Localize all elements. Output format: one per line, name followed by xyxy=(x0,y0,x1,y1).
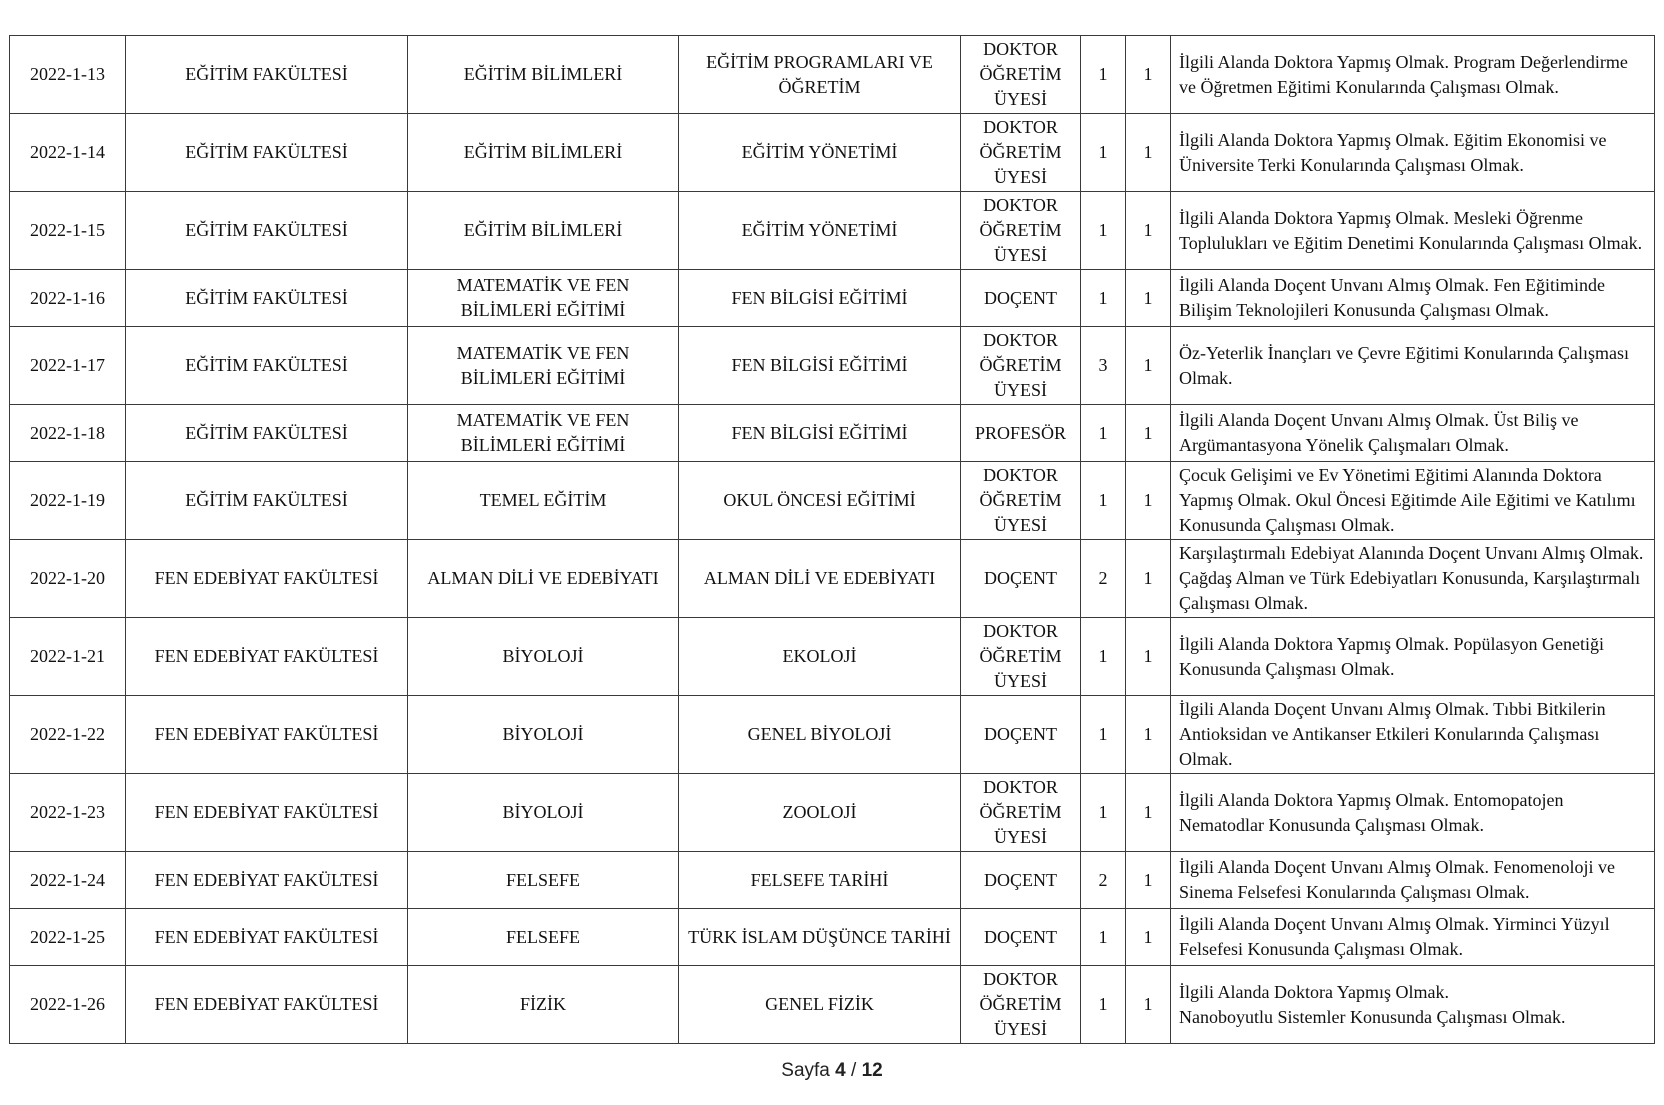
position-code-cell: 2022-1-20 xyxy=(10,540,126,618)
faculty-cell: EĞİTİM FAKÜLTESİ xyxy=(126,270,408,327)
requirement-cell: İlgili Alanda Doktora Yapmış Olmak. Mesleki Öğrenme Toplulukları ve Eğitim Denetimi Konularında Çalışması Olmak. xyxy=(1171,192,1655,270)
requirement-cell: İlgili Alanda Doçent Unvanı Almış Olmak. Fen Eğitiminde Bilişim Teknolojileri Konusunda Çalışması Olmak. xyxy=(1171,270,1655,327)
count-cell: 1 xyxy=(1126,774,1171,852)
positions-table-body xyxy=(10,36,1655,1044)
degree-cell: 1 xyxy=(1081,114,1126,192)
requirement-cell: İlgili Alanda Doktora Yapmış Olmak. Entomopatojen Nematodlar Konusunda Çalışması Olmak. xyxy=(1171,774,1655,852)
requirement-cell: Karşılaştırmalı Edebiyat Alanında Doçent Unvanı Almış Olmak. Çağdaş Alman ve Türk Edebiyatları Konusunda, Karşılaştırmalı Çalışması Olmak. xyxy=(1171,540,1655,618)
division-cell: TÜRK İSLAM DÜŞÜNCE TARİHİ xyxy=(679,909,961,966)
faculty-cell: FEN EDEBİYAT FAKÜLTESİ xyxy=(126,909,408,966)
department-cell: BİYOLOJİ xyxy=(408,696,679,774)
position-code-cell: 2022-1-13 xyxy=(10,36,126,114)
title-cell: DOKTOR ÖĞRETİM ÜYESİ xyxy=(961,462,1081,540)
table-row xyxy=(10,405,1655,462)
department-cell: EĞİTİM BİLİMLERİ xyxy=(408,114,679,192)
division-cell: GENEL FİZİK xyxy=(679,966,961,1044)
division-cell: FEN BİLGİSİ EĞİTİMİ xyxy=(679,270,961,327)
department-cell: BİYOLOJİ xyxy=(408,774,679,852)
department-cell: MATEMATİK VE FEN BİLİMLERİ EĞİTİMİ xyxy=(408,405,679,462)
division-cell: ZOOLOJİ xyxy=(679,774,961,852)
title-cell: DOÇENT xyxy=(961,852,1081,909)
faculty-cell: FEN EDEBİYAT FAKÜLTESİ xyxy=(126,852,408,909)
degree-cell: 1 xyxy=(1081,36,1126,114)
degree-cell: 1 xyxy=(1081,696,1126,774)
table-row xyxy=(10,270,1655,327)
page-total: 12 xyxy=(861,1060,883,1081)
position-code-cell: 2022-1-19 xyxy=(10,462,126,540)
requirement-cell: Öz-Yeterlik İnançları ve Çevre Eğitimi Konularında Çalışması Olmak. xyxy=(1171,327,1655,405)
table-row xyxy=(10,540,1655,618)
degree-cell: 1 xyxy=(1081,774,1126,852)
faculty-cell: FEN EDEBİYAT FAKÜLTESİ xyxy=(126,774,408,852)
department-cell: EĞİTİM BİLİMLERİ xyxy=(408,192,679,270)
position-code-cell: 2022-1-24 xyxy=(10,852,126,909)
title-cell: DOKTOR ÖĞRETİM ÜYESİ xyxy=(961,114,1081,192)
faculty-cell: FEN EDEBİYAT FAKÜLTESİ xyxy=(126,618,408,696)
title-cell: DOKTOR ÖĞRETİM ÜYESİ xyxy=(961,36,1081,114)
degree-cell: 2 xyxy=(1081,540,1126,618)
division-cell: EĞİTİM YÖNETİMİ xyxy=(679,192,961,270)
requirement-cell: İlgili Alanda Doçent Unvanı Almış Olmak. Fenomenoloji ve Sinema Felsefesi Konularında Çalışması Olmak. xyxy=(1171,852,1655,909)
degree-cell: 3 xyxy=(1081,327,1126,405)
department-cell: EĞİTİM BİLİMLERİ xyxy=(408,36,679,114)
department-cell: MATEMATİK VE FEN BİLİMLERİ EĞİTİMİ xyxy=(408,327,679,405)
faculty-cell: EĞİTİM FAKÜLTESİ xyxy=(126,114,408,192)
title-cell: DOKTOR ÖĞRETİM ÜYESİ xyxy=(961,774,1081,852)
requirement-cell: İlgili Alanda Doçent Unvanı Almış Olmak. Üst Biliş ve Argümantasyona Yönelik Çalışmaları Olmak. xyxy=(1171,405,1655,462)
faculty-cell: EĞİTİM FAKÜLTESİ xyxy=(126,36,408,114)
title-cell: DOÇENT xyxy=(961,909,1081,966)
degree-cell: 1 xyxy=(1081,909,1126,966)
degree-cell: 1 xyxy=(1081,270,1126,327)
faculty-cell: FEN EDEBİYAT FAKÜLTESİ xyxy=(126,966,408,1044)
requirement-cell: İlgili Alanda Doçent Unvanı Almış Olmak. Yirminci Yüzyıl Felsefesi Konusunda Çalışması Olmak. xyxy=(1171,909,1655,966)
title-cell: DOÇENT xyxy=(961,696,1081,774)
degree-cell: 2 xyxy=(1081,852,1126,909)
page-footer xyxy=(0,1060,1664,1082)
division-cell: FELSEFE TARİHİ xyxy=(679,852,961,909)
table-row xyxy=(10,114,1655,192)
faculty-cell: FEN EDEBİYAT FAKÜLTESİ xyxy=(126,696,408,774)
division-cell: EĞİTİM PROGRAMLARI VE ÖĞRETİM xyxy=(679,36,961,114)
division-cell: EKOLOJİ xyxy=(679,618,961,696)
count-cell: 1 xyxy=(1126,966,1171,1044)
department-cell: FİZİK xyxy=(408,966,679,1044)
title-cell: DOKTOR ÖĞRETİM ÜYESİ xyxy=(961,618,1081,696)
degree-cell: 1 xyxy=(1081,966,1126,1044)
department-cell: FELSEFE xyxy=(408,852,679,909)
division-cell: EĞİTİM YÖNETİMİ xyxy=(679,114,961,192)
position-code-cell: 2022-1-14 xyxy=(10,114,126,192)
count-cell: 1 xyxy=(1126,696,1171,774)
table-row xyxy=(10,774,1655,852)
count-cell: 1 xyxy=(1126,36,1171,114)
department-cell: TEMEL EĞİTİM xyxy=(408,462,679,540)
division-cell: GENEL BİYOLOJİ xyxy=(679,696,961,774)
count-cell: 1 xyxy=(1126,909,1171,966)
positions-table xyxy=(9,35,1655,1044)
position-code-cell: 2022-1-18 xyxy=(10,405,126,462)
title-cell: DOKTOR ÖĞRETİM ÜYESİ xyxy=(961,327,1081,405)
division-cell: OKUL ÖNCESİ EĞİTİMİ xyxy=(679,462,961,540)
requirement-cell: İlgili Alanda Doktora Yapmış Olmak. Nanoboyutlu Sistemler Konusunda Çalışması Olmak. xyxy=(1171,966,1655,1044)
department-cell: BİYOLOJİ xyxy=(408,618,679,696)
requirement-cell: İlgili Alanda Doktora Yapmış Olmak. Eğitim Ekonomisi ve Üniversite Terki Konularında Çalışması Olmak. xyxy=(1171,114,1655,192)
count-cell: 1 xyxy=(1126,327,1171,405)
requirement-cell: İlgili Alanda Doktora Yapmış Olmak. Program Değerlendirme ve Öğretmen Eğitimi Konularında Çalışması Olmak. xyxy=(1171,36,1655,114)
faculty-cell: EĞİTİM FAKÜLTESİ xyxy=(126,462,408,540)
faculty-cell: FEN EDEBİYAT FAKÜLTESİ xyxy=(126,540,408,618)
title-cell: DOKTOR ÖĞRETİM ÜYESİ xyxy=(961,966,1081,1044)
table-row xyxy=(10,192,1655,270)
position-code-cell: 2022-1-21 xyxy=(10,618,126,696)
count-cell: 1 xyxy=(1126,405,1171,462)
division-cell: ALMAN DİLİ VE EDEBİYATI xyxy=(679,540,961,618)
count-cell: 1 xyxy=(1126,114,1171,192)
count-cell: 1 xyxy=(1126,192,1171,270)
degree-cell: 1 xyxy=(1081,618,1126,696)
table-row xyxy=(10,852,1655,909)
table-row xyxy=(10,462,1655,540)
division-cell: FEN BİLGİSİ EĞİTİMİ xyxy=(679,405,961,462)
title-cell: PROFESÖR xyxy=(961,405,1081,462)
position-code-cell: 2022-1-23 xyxy=(10,774,126,852)
faculty-cell: EĞİTİM FAKÜLTESİ xyxy=(126,405,408,462)
department-cell: MATEMATİK VE FEN BİLİMLERİ EĞİTİMİ xyxy=(408,270,679,327)
degree-cell: 1 xyxy=(1081,192,1126,270)
requirement-cell: Çocuk Gelişimi ve Ev Yönetimi Eğitimi Alanında Doktora Yapmış Olmak. Okul Öncesi Eğitimde Aile Eğitimi ve Katılımı Konusunda Çalışması Olmak. xyxy=(1171,462,1655,540)
table-row xyxy=(10,327,1655,405)
table-row xyxy=(10,618,1655,696)
requirement-cell: İlgili Alanda Doktora Yapmış Olmak. Popülasyon Genetiği Konusunda Çalışması Olmak. xyxy=(1171,618,1655,696)
degree-cell: 1 xyxy=(1081,462,1126,540)
count-cell: 1 xyxy=(1126,462,1171,540)
position-code-cell: 2022-1-25 xyxy=(10,909,126,966)
count-cell: 1 xyxy=(1126,618,1171,696)
count-cell: 1 xyxy=(1126,270,1171,327)
position-code-cell: 2022-1-17 xyxy=(10,327,126,405)
department-cell: FELSEFE xyxy=(408,909,679,966)
requirement-cell: İlgili Alanda Doçent Unvanı Almış Olmak. Tıbbi Bitkilerin Antioksidan ve Antikanser Etkileri Konularında Çalışması Olmak. xyxy=(1171,696,1655,774)
page-separator: / xyxy=(851,1060,857,1081)
count-cell: 1 xyxy=(1126,540,1171,618)
title-cell: DOKTOR ÖĞRETİM ÜYESİ xyxy=(961,192,1081,270)
page-label: Sayfa xyxy=(781,1060,830,1081)
table-row xyxy=(10,909,1655,966)
division-cell: FEN BİLGİSİ EĞİTİMİ xyxy=(679,327,961,405)
department-cell: ALMAN DİLİ VE EDEBİYATI xyxy=(408,540,679,618)
degree-cell: 1 xyxy=(1081,405,1126,462)
page-current: 4 xyxy=(835,1060,846,1081)
faculty-cell: EĞİTİM FAKÜLTESİ xyxy=(126,192,408,270)
table-row xyxy=(10,966,1655,1044)
table-row xyxy=(10,696,1655,774)
position-code-cell: 2022-1-26 xyxy=(10,966,126,1044)
position-code-cell: 2022-1-16 xyxy=(10,270,126,327)
faculty-cell: EĞİTİM FAKÜLTESİ xyxy=(126,327,408,405)
count-cell: 1 xyxy=(1126,852,1171,909)
title-cell: DOÇENT xyxy=(961,270,1081,327)
title-cell: DOÇENT xyxy=(961,540,1081,618)
position-code-cell: 2022-1-15 xyxy=(10,192,126,270)
position-code-cell: 2022-1-22 xyxy=(10,696,126,774)
table-row xyxy=(10,36,1655,114)
